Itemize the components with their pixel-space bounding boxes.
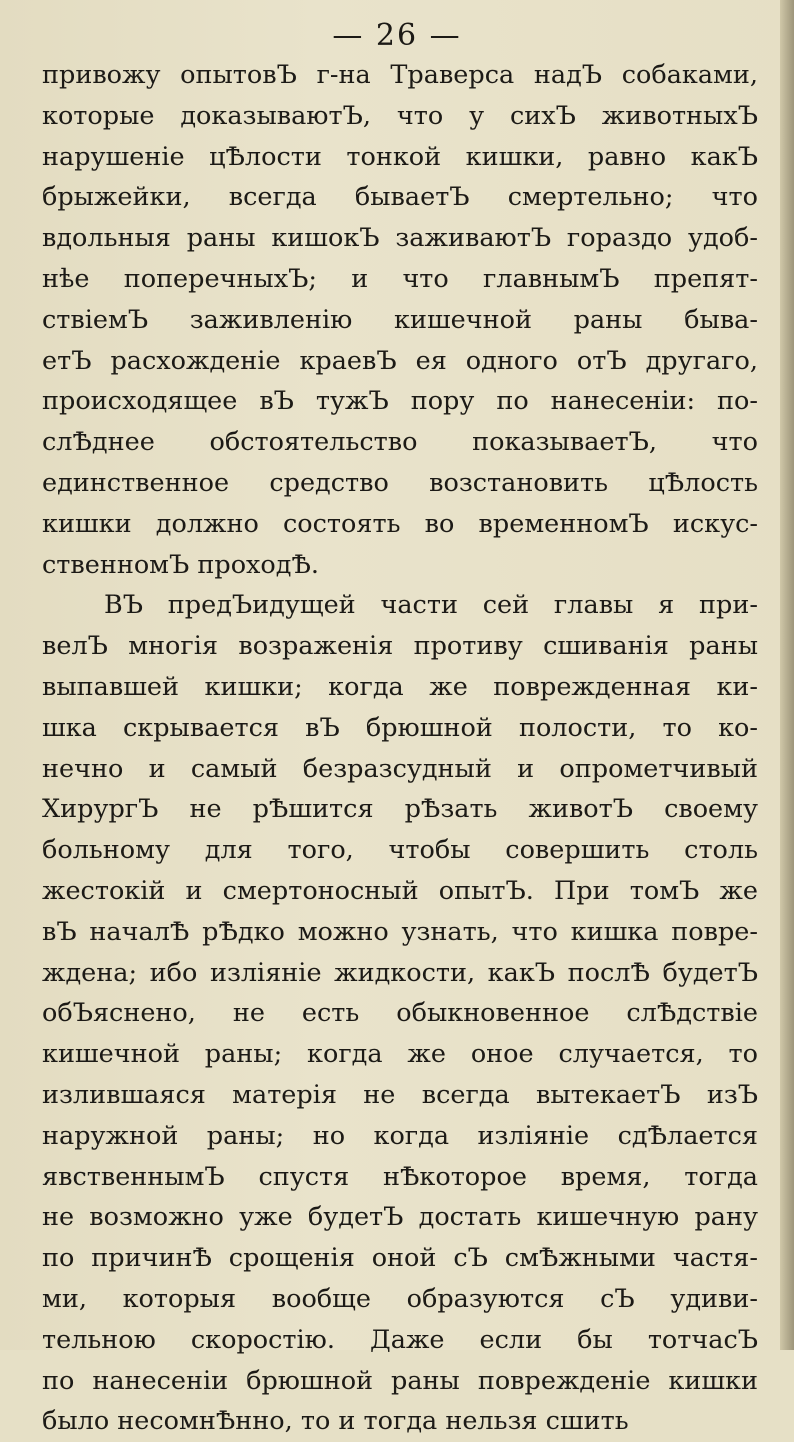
text-line: ХирургЪ не рѢшится рѢзать животЪ своему	[42, 794, 758, 825]
text-line: шка скрывается вЪ брюшной полости, то ко-	[42, 712, 758, 743]
text-line: ми, которыя вообще образуются сЪ удиви-	[42, 1283, 758, 1314]
text-line: етЪ расхожденіе краевЪ ея одного отЪ другаго,	[42, 345, 758, 376]
text-line: вдольныя раны кишокЪ заживаютЪ гораздо удоб-	[42, 223, 758, 254]
text-line: ВЪ предЪидущей части сей главы я при-	[104, 590, 758, 621]
page-number: — 26 —	[332, 18, 462, 53]
text-line: ственномЪ проходѢ.	[42, 549, 320, 580]
text-line: нѣе поперечныхЪ; и что главнымЪ препят-	[42, 263, 758, 294]
text-line: по нанесеніи брюшной раны поврежденіе кишки	[42, 1365, 758, 1396]
text-line: обЪяснено, не есть обыкновенное слѢдствіе	[42, 998, 758, 1029]
text-line: велЪ многія возраженія противу сшиванія раны	[42, 631, 758, 662]
text-line: по причинѢ срощенія оной сЪ смѢжными частя-	[42, 1243, 758, 1274]
text-line: жестокій и смертоносный опытЪ. При томЪ же	[42, 875, 758, 906]
page-edge	[780, 0, 794, 1350]
text-line: происходящее вЪ тужЪ пору по нанесеніи: по-	[42, 386, 758, 417]
body-text	[42, 55, 758, 1442]
text-line: брыжейки, всегда бываетЪ смертельно; что	[42, 182, 758, 213]
text-line: кишки должно состоять во временномЪ искус-	[42, 508, 758, 539]
text-line: слѢднее обстоятельство показываетЪ, что	[42, 427, 758, 458]
text-line: ствіемЪ заживленію кишечной раны быва-	[42, 304, 758, 335]
text-line: излившаяся матерія не всегда вытекаетЪ изЪ	[42, 1079, 758, 1110]
text-line: ждена; ибо изліяніе жидкости, какЪ послѢ будетЪ	[42, 957, 758, 988]
text-line: явственнымЪ спустя нѢкоторое время, тогда	[42, 1161, 758, 1192]
text-line: было несомнѢнно, то и тогда нельзя сшить	[42, 1406, 629, 1437]
text-line: вЪ началѢ рѢдко можно узнать, что кишка повре-	[42, 916, 758, 947]
text-line: выпавшей кишки; когда же поврежденная ки-	[42, 671, 758, 702]
text-line: привожу опытовЪ г-на Траверса надЪ собаками,	[42, 60, 758, 90]
text-line: больному для того, чтобы совершить столь	[42, 835, 758, 866]
text-line: нечно и самый безразсудный и опрометчивый	[42, 753, 758, 784]
text-line: наружной раны; но когда изліяніе сдѢлается	[42, 1120, 758, 1151]
text-line: единственное средство возстановить цѢлость	[42, 467, 758, 498]
text-line: не возможно уже будетЪ достать кишечную рану	[42, 1202, 758, 1233]
text-line: которые доказываютЪ, что у сихЪ животныхЪ	[42, 100, 758, 131]
text-line: кишечной раны; когда же оное случается, то	[42, 1039, 758, 1070]
text-line: нарушеніе цѢлости тонкой кишки, равно какЪ	[42, 141, 758, 172]
text-line: тельною скоростію. Даже если бы тотчасЪ	[42, 1324, 758, 1355]
